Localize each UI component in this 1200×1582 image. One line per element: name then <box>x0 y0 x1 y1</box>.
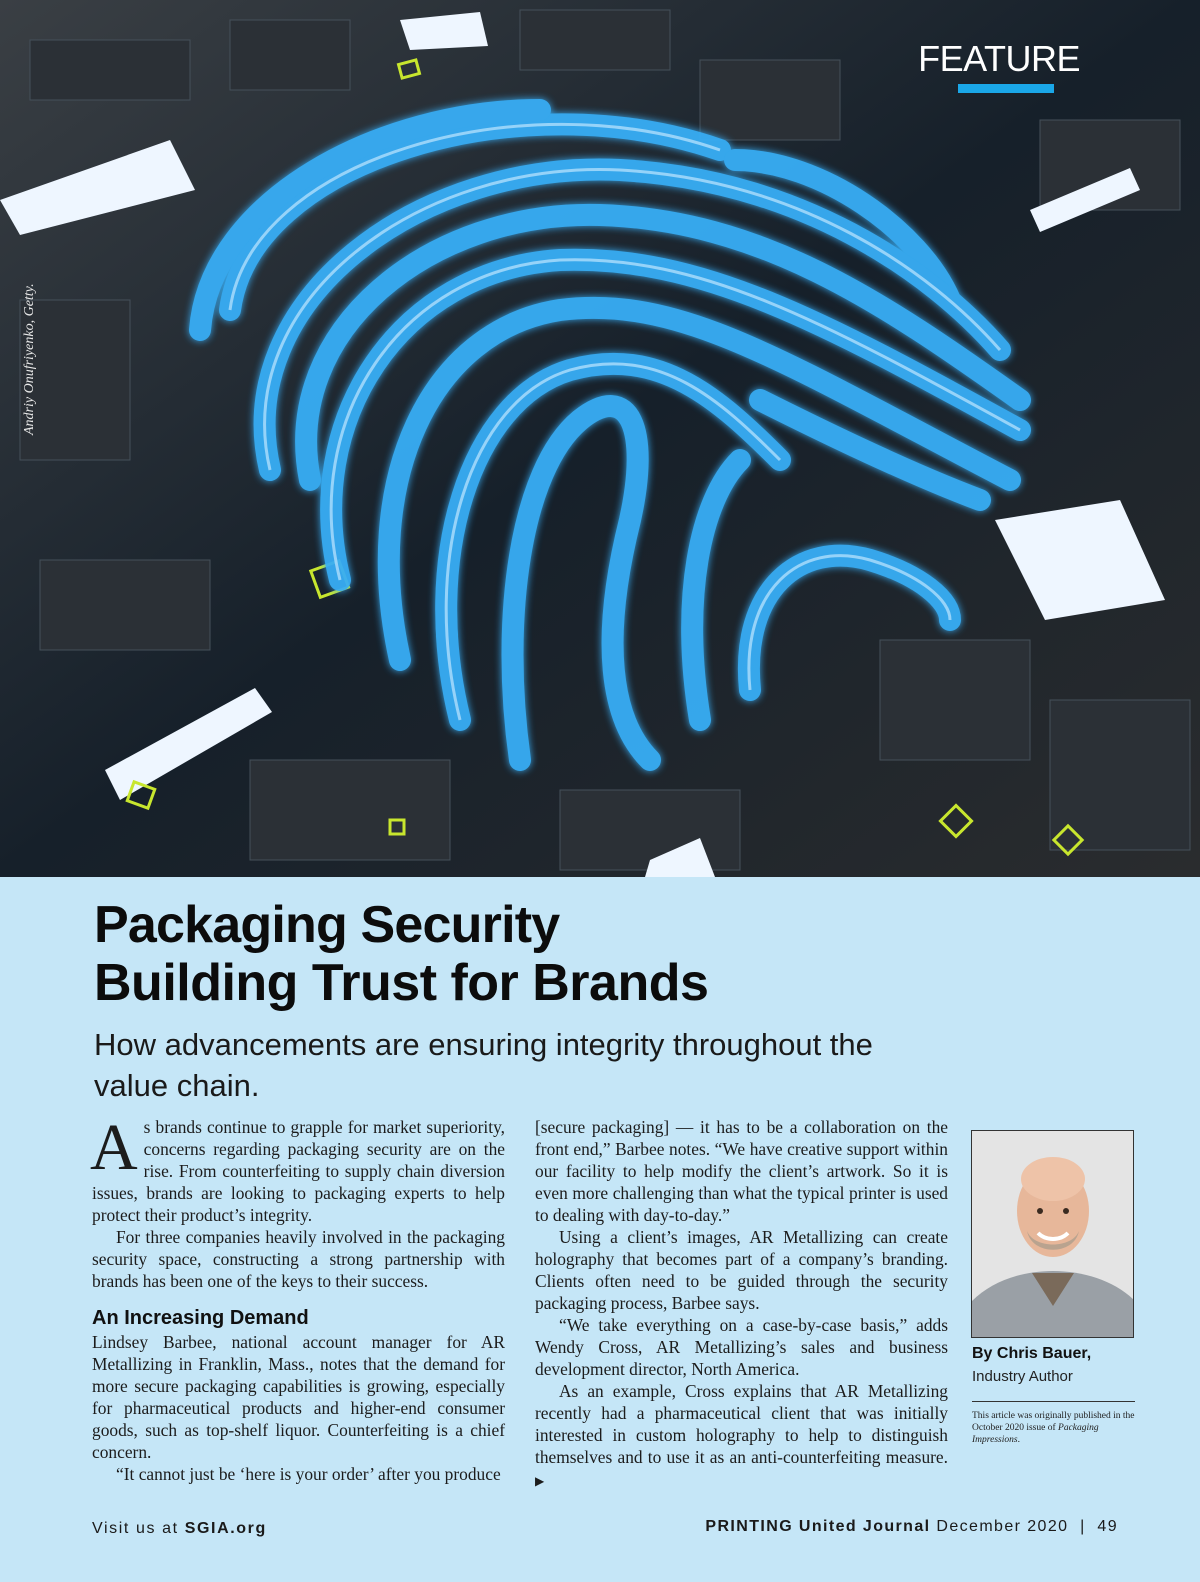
publication-note <box>972 1410 1137 1446</box>
author-name: By Chris Bauer, <box>972 1345 1092 1362</box>
publication-note-end: . <box>1017 1435 1020 1445</box>
footer-site-link[interactable]: SGIA.org <box>184 1520 267 1537</box>
author-role: Industry Author <box>972 1368 1073 1385</box>
page-number: 49 <box>1097 1518 1118 1535</box>
publication-note-text: This article was originally published in the October 2020 issue of <box>972 1411 1135 1433</box>
paragraph: Lindsey Barbee, national account manager for AR Metallizing in Franklin, Mass., notes that the demand for more secure packaging capabilities is growing, especially for pharmaceutical products and higher-end consumer goods, such as top-shelf liquor. Counterfeiting is a chief concern. <box>92 1332 505 1462</box>
article-title: Packaging Security <box>94 896 560 954</box>
paragraph-final <box>535 1380 948 1492</box>
folio-separator: | <box>1080 1518 1086 1535</box>
paragraph-text: s brands continue to grapple for market superiority, concerns regarding packaging security are on the rise. From counterfeiting to supply chain diversion issues, brands are looking to packaging experts to help protect their product’s integrity. <box>92 1117 505 1225</box>
author-photo <box>971 1130 1134 1338</box>
divider <box>972 1401 1135 1402</box>
section-label-underline <box>958 84 1054 93</box>
article-column-2 <box>535 1116 948 1492</box>
article-subtitle: Building Trust for Brands <box>94 954 709 1012</box>
paragraph: For three companies heavily involved in the packaging security space, constructing a strong partnership with brands has been one of the keys to their success. <box>92 1227 505 1291</box>
paragraph-text: As an example, Cross explains that AR Metallizing recently had a pharmaceutical client that was initially interested in custom holography to help to distinguish themselves and to use it as an anti-counterfeiting measure. <box>535 1381 948 1467</box>
publication-name: Packaging Impressions <box>972 1423 1099 1445</box>
article-deck: How advancements are ensuring integrity throughout the value chain. <box>94 1027 873 1103</box>
paragraph: [secure packaging] — it has to be a collaboration on the front end,” Barbee notes. “We have creative support within our facility to help modify the client’s artwork. So it is even more challenging than what the typical printer is used to dealing with day-to-day.” <box>535 1117 948 1225</box>
photo-credit: Andriy Onufriyenko, Getty. <box>22 283 37 435</box>
paragraph: “It cannot just be ‘here is your order’ after you produce <box>116 1464 501 1484</box>
continued-arrow-icon: ▶ <box>535 1474 545 1488</box>
journal-name: PRINTING United Journal <box>705 1518 931 1535</box>
paragraph: “We take everything on a case-by-case basis,” adds Wendy Cross, AR Metallizing’s sales and business development director, North America. <box>535 1315 948 1379</box>
footer-visit-text: Visit us at <box>92 1520 185 1537</box>
issue-date: December 2020 <box>936 1518 1069 1535</box>
section-label: FEATURE <box>918 38 1080 79</box>
paragraph-intro <box>90 1111 505 1226</box>
section-subhead: An Increasing Demand <box>92 1307 309 1329</box>
article-column-1 <box>90 1111 505 1485</box>
footer-website <box>92 1520 267 1538</box>
paragraph: Using a client’s images, AR Metallizing can create holography that becomes part of a company’s branding. Clients often need to be guided through the security packaging process, Barbee says. <box>535 1227 948 1313</box>
footer-folio <box>705 1518 1118 1536</box>
drop-cap: A <box>90 1111 138 1184</box>
